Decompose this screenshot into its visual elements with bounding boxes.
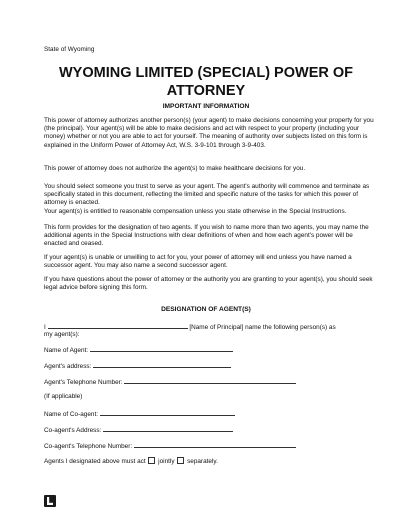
separately-checkbox[interactable] xyxy=(177,457,184,464)
act-line xyxy=(44,457,374,466)
coagent-phone-line xyxy=(44,441,374,451)
coagent-address-label: Co-agent's Address: xyxy=(44,427,102,434)
brand-logo-icon xyxy=(44,495,56,507)
important-info-heading: IMPORTANT INFORMATION xyxy=(162,103,250,110)
document-title-line2: ATTORNEY xyxy=(166,83,246,99)
coagent-name-label: Name of Co-agent: xyxy=(44,411,98,418)
agent-address-label: Agent's address: xyxy=(44,363,92,370)
coagent-name-field[interactable] xyxy=(100,409,235,416)
jointly-label: jointly xyxy=(158,458,175,465)
coagent-address-field[interactable] xyxy=(103,425,233,432)
designation-heading: DESIGNATION OF AGENT(S) xyxy=(161,306,251,313)
agent-name-line xyxy=(44,345,374,355)
jointly-checkbox[interactable] xyxy=(148,457,155,464)
paragraph-two-agents: This form provides for the designation of two agents. If you wish to name more than two agents, you may name the additional agents in the Special Instructions with clear definitions of when and how each agent's power will be enacted and ceased. xyxy=(44,224,369,248)
paragraph-compensation: Your agent(s) is entitled to reasonable compensation unless you state otherwise in the Special Instructions. xyxy=(44,208,347,215)
agent-address-field[interactable] xyxy=(93,361,231,368)
principal-name-field[interactable] xyxy=(48,322,188,329)
paragraph-successor: If your agent(s) is unable or unwilling to act for you, your power of attorney will end unless you have named a successor agent. You may also name a second successor agent. xyxy=(44,254,352,270)
paragraph-authorization: This power of attorney authorizes another person(s) (your agent) to make decisions concerning your property for you (the principal). Your agent(s) will be able to make decisions and act with respect to your property (including your money) whether or not you are able to act for yourself. The meaning of authority over subjects listed on this form is explained in the Uniform Power of Attorney Act, W.S. 3-9-101 through 3-9-403. xyxy=(44,117,374,149)
agent-phone-line xyxy=(44,377,374,387)
my-agents-label: my agent(s): xyxy=(44,331,80,338)
agent-name-label: Name of Agent: xyxy=(44,347,89,354)
paragraph-legal-advice: If you have questions about the power of attorney or the authority you are granting to your agent(s), you should seek legal advice before signing this form. xyxy=(44,276,373,292)
coagent-name-line xyxy=(44,409,374,419)
coagent-phone-label: Co-agent's Telephone Number: xyxy=(44,443,133,450)
paragraph-healthcare: This power of attorney does not authorize the agent(s) to make healthcare decisions for you. xyxy=(44,165,306,172)
agent-name-field[interactable] xyxy=(90,345,233,352)
principal-text: [Name of Principal] name the following person(s) as xyxy=(189,324,336,331)
separately-label: separately. xyxy=(187,458,218,465)
paragraph-select-agent: You should select someone you trust to serve as your agent. The agent's authority will commence and terminate as specifically stated in this document, reflecting the limited and specific nature of the tasks for which this power of attorney is enacted. xyxy=(44,183,370,207)
if-applicable-label: (If applicable) xyxy=(44,393,83,400)
agent-phone-field[interactable] xyxy=(124,377,296,384)
document-title-line1: WYOMING LIMITED (SPECIAL) POWER OF xyxy=(58,65,353,81)
state-label: State of Wyoming xyxy=(44,46,95,53)
coagent-address-line xyxy=(44,425,374,435)
coagent-phone-field[interactable] xyxy=(134,441,296,448)
i-label: I xyxy=(44,324,46,331)
act-prefix: Agents I designated above must act xyxy=(44,458,146,465)
agent-phone-label: Agent's Telephone Number: xyxy=(44,379,123,386)
agent-address-line xyxy=(44,361,374,371)
